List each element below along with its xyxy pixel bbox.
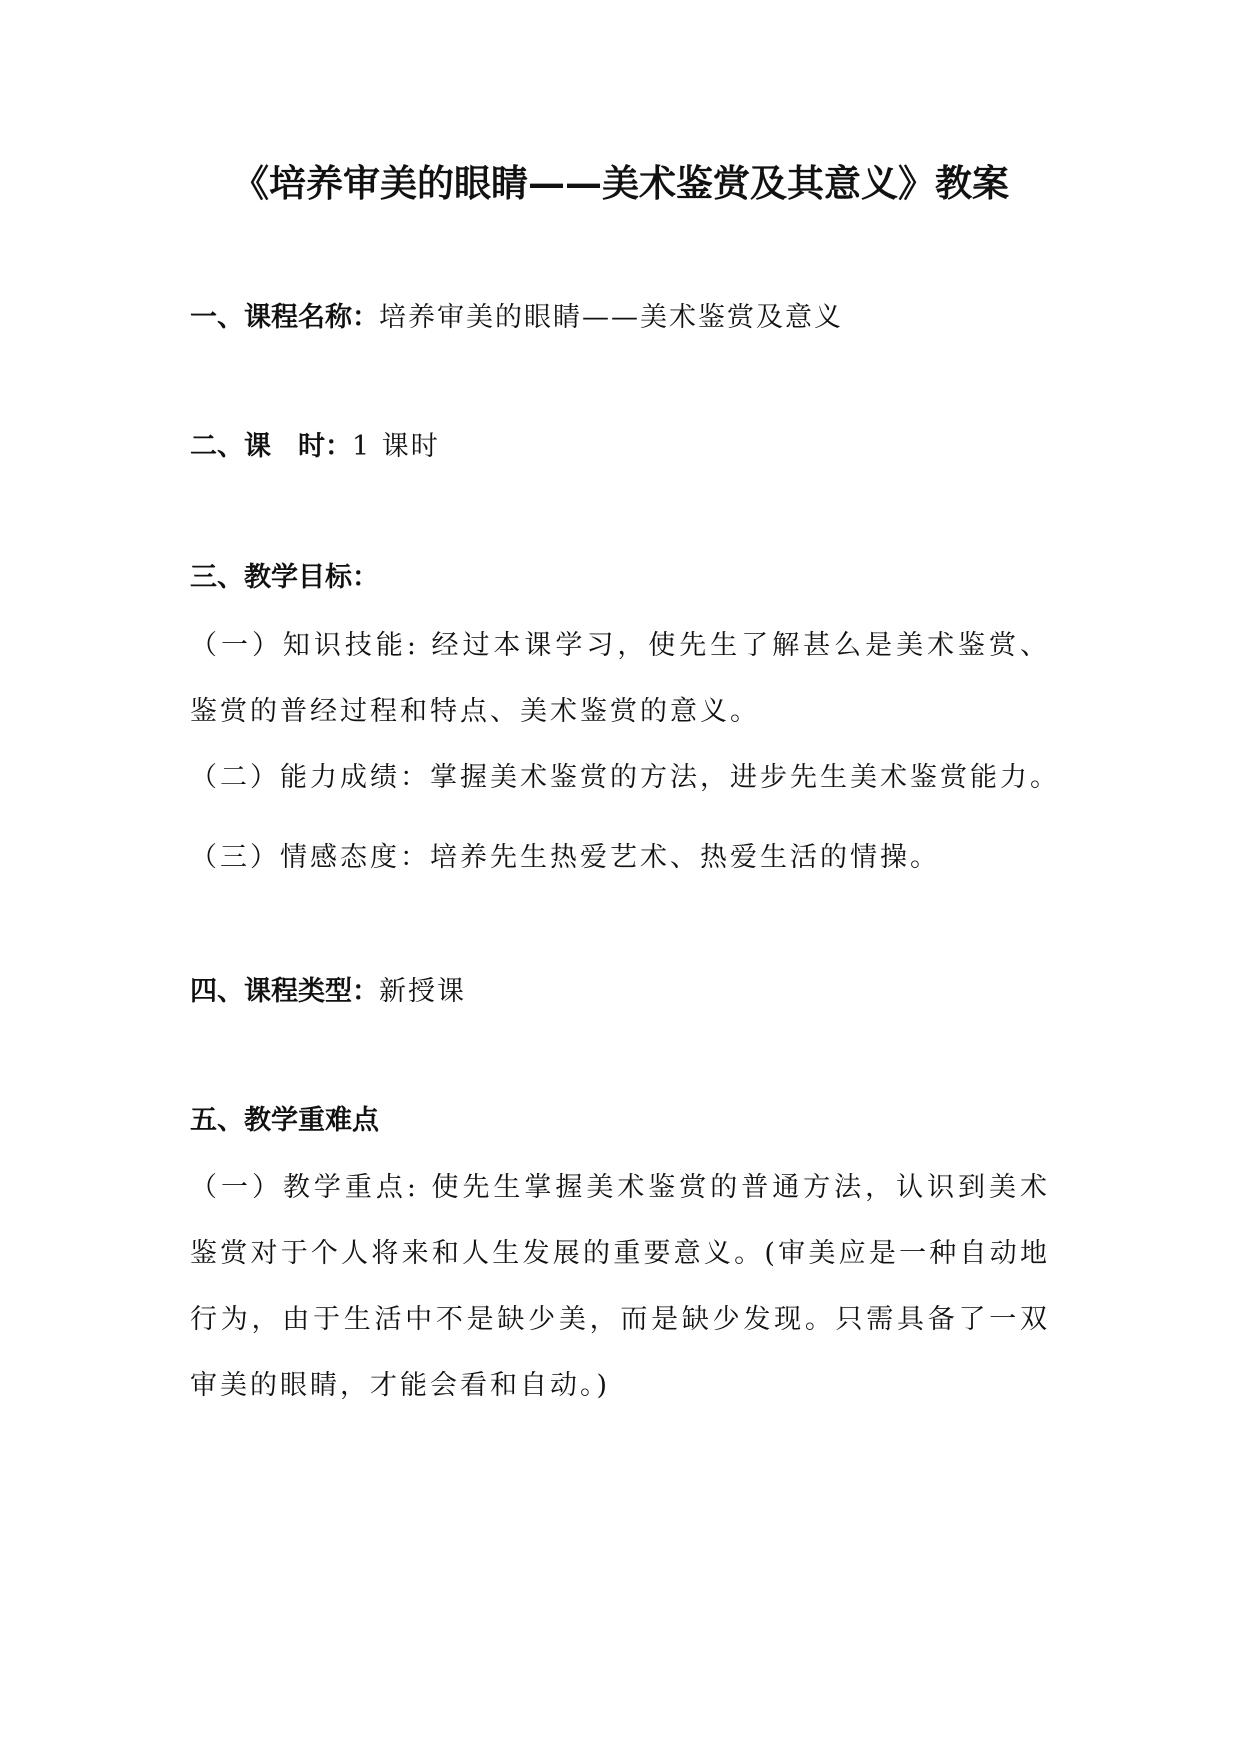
objective-ability: （二）能力成绩：掌握美术鉴赏的方法，进步先生美术鉴赏能力。 bbox=[190, 762, 1060, 793]
class-hours-value: 1 课时 bbox=[352, 431, 440, 462]
key-points-label: 五、教学重难点 bbox=[190, 1105, 379, 1136]
class-hours-label: 二、课 时： bbox=[190, 431, 352, 462]
course-type-value: 新授课 bbox=[379, 976, 466, 1007]
objective-emotion: （三）情感态度：培养先生热爱艺术、热爱生活的情操。 bbox=[190, 842, 940, 873]
course-name-value: 培养审美的眼睛——美术鉴赏及意义 bbox=[379, 302, 843, 333]
course-type-label: 四、课程类型： bbox=[190, 976, 379, 1007]
objective-knowledge: （一）知识技能: 经过本课学习，使先生了解甚么是美术鉴赏、鉴赏的普经过程和特点、美术鉴赏的意义。 bbox=[190, 630, 1050, 727]
key-point-teaching: （一）教学重点: 使先生掌握美术鉴赏的普通方法，认识到美术鉴赏对于个人将来和人生发展的重要意义。(审美应是一种自动地行为，由于生活中不是缺少美，而是缺少发现。只需具备了一双审美的眼睛，才能会看和自动。) bbox=[190, 1172, 1050, 1401]
course-name-label: 一、课程名称： bbox=[190, 302, 379, 333]
section-course-name bbox=[190, 298, 843, 338]
section-key-points bbox=[190, 1101, 379, 1141]
objectives-label: 三、教学目标： bbox=[190, 562, 379, 593]
section-course-type bbox=[190, 972, 466, 1012]
section-class-hours bbox=[190, 427, 440, 467]
section-objectives bbox=[190, 558, 379, 598]
document-title: 《培养审美的眼睛——美术鉴赏及其意义》教案 bbox=[232, 161, 1009, 205]
